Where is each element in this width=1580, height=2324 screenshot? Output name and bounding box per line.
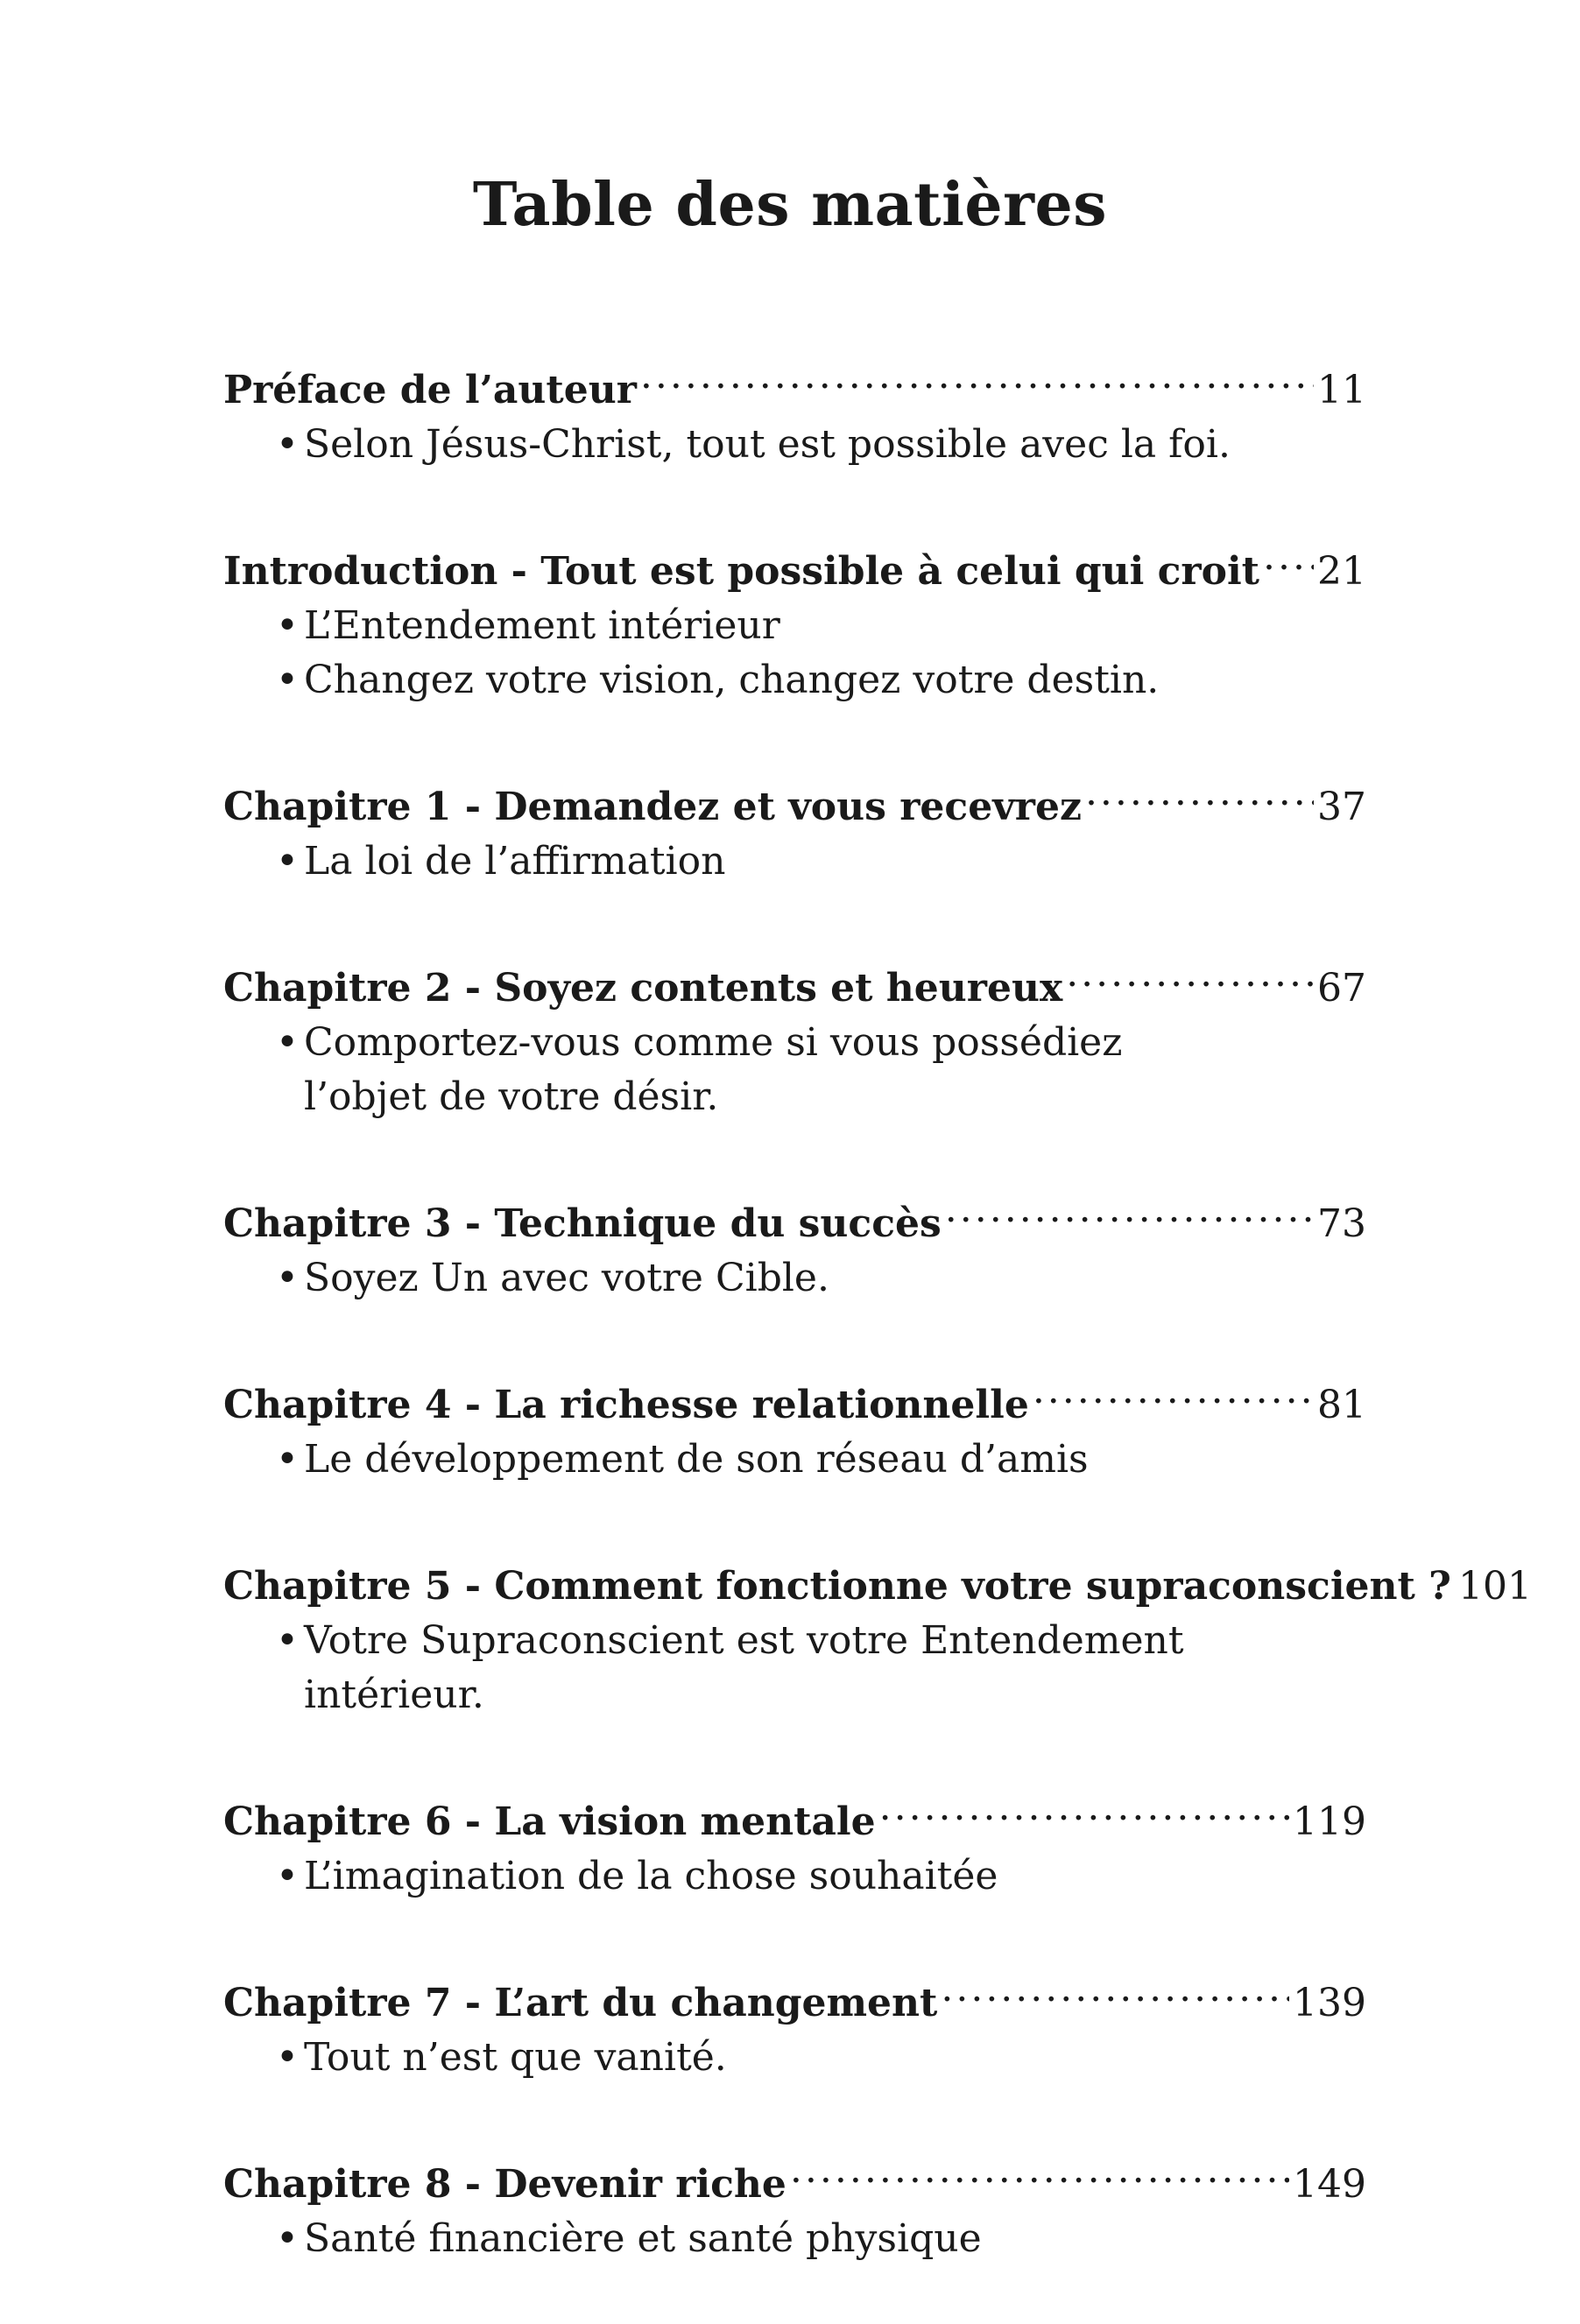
toc-subitem xyxy=(223,1614,1366,1722)
toc-page-number: 11 xyxy=(1317,368,1366,412)
toc-subitem-text: Santé financière et santé physique xyxy=(304,2216,982,2261)
toc-heading[interactable] xyxy=(223,2143,1366,2212)
toc-page-number: 37 xyxy=(1317,785,1366,829)
bullet-icon: • xyxy=(276,422,299,467)
dot-leader xyxy=(941,1961,1289,2016)
toc-subitem xyxy=(223,2212,1366,2266)
toc-heading[interactable] xyxy=(223,1780,1366,1849)
toc-title: Chapitre 5 - Comment fonctionne votre supraconscient ? xyxy=(223,1564,1451,1609)
toc-title: Chapitre 7 - L’art du changement xyxy=(223,1981,938,2025)
dot-leader xyxy=(1085,765,1314,820)
toc-title: Introduction - Tout est possible à celui qui croit xyxy=(223,549,1259,594)
dot-leader xyxy=(879,1780,1289,1835)
toc-heading[interactable] xyxy=(223,349,1366,418)
toc-subitem xyxy=(223,1433,1366,1487)
page-title: Table des matières xyxy=(472,170,1108,240)
dot-leader xyxy=(945,1182,1314,1236)
bullet-icon: • xyxy=(276,2035,299,2080)
toc-entry-chapter-4 xyxy=(223,1363,1366,1487)
toc-entry-chapter-1 xyxy=(223,765,1366,889)
toc-subitem-text: Selon Jésus-Christ, tout est possible avec la foi. xyxy=(304,422,1231,467)
dot-leader xyxy=(1033,1363,1314,1418)
toc-page-number: 139 xyxy=(1293,1981,1366,2025)
toc-subitem-text: Tout n’est que vanité. xyxy=(304,2035,727,2080)
toc-title: Chapitre 1 - Demandez et vous recevrez xyxy=(223,785,1082,829)
toc-subitems xyxy=(223,418,1366,472)
bullet-icon: • xyxy=(276,1437,299,1482)
toc-subitem-text: Le développement de son réseau d’amis xyxy=(304,1437,1089,1482)
toc-subitem-text: L’imagination de la chose souhaitée xyxy=(304,1854,998,1898)
bullet-icon: • xyxy=(276,1256,299,1300)
toc-subitem-text: Comportez-vous comme si vous possédiez l’objet de votre désir. xyxy=(304,1020,1123,1119)
dot-leader xyxy=(1066,947,1314,1001)
toc-subitem-text: Changez votre vision, changez votre destin. xyxy=(304,658,1160,702)
bullet-icon: • xyxy=(276,1020,299,1065)
bullet-icon: • xyxy=(276,658,299,702)
toc-subitems xyxy=(223,1849,1366,1904)
toc-heading[interactable] xyxy=(223,1545,1532,1614)
toc-heading[interactable] xyxy=(223,765,1366,835)
toc-subitems xyxy=(223,1251,1366,1306)
toc-subitems xyxy=(223,835,1366,889)
toc-page-number: 73 xyxy=(1317,1201,1366,1246)
toc-subitem-text: Votre Supraconscient est votre Entendement intérieur. xyxy=(304,1618,1184,1717)
toc-subitem-text: Soyez Un avec votre Cible. xyxy=(304,1256,829,1300)
toc-title: Préface de l’auteur xyxy=(223,368,637,412)
toc-subitems xyxy=(223,599,1366,708)
toc-subitems xyxy=(223,1614,1366,1722)
toc-title: Chapitre 8 - Devenir riche xyxy=(223,2162,786,2207)
toc-subitem-text: L’Entendement intérieur xyxy=(304,603,780,648)
toc-subitems xyxy=(223,1016,1366,1124)
dot-leader xyxy=(640,349,1314,403)
toc-heading[interactable] xyxy=(223,530,1366,599)
toc-entry-chapter-2 xyxy=(223,947,1366,1124)
bullet-icon: • xyxy=(276,1854,299,1898)
toc-entry-chapter-8 xyxy=(223,2143,1366,2266)
toc-title: Chapitre 3 - Technique du succès xyxy=(223,1201,942,1246)
toc-heading[interactable] xyxy=(223,1182,1366,1251)
toc-subitem xyxy=(223,1016,1366,1124)
toc-heading[interactable] xyxy=(223,1363,1366,1433)
toc-subitem xyxy=(223,1251,1366,1306)
toc-title: Chapitre 6 - La vision mentale xyxy=(223,1799,876,1844)
toc-subitems xyxy=(223,2031,1366,2085)
toc-subitem xyxy=(223,418,1366,472)
dot-leader xyxy=(790,2143,1289,2197)
toc-title: Chapitre 2 - Soyez contents et heureux xyxy=(223,966,1063,1011)
bullet-icon: • xyxy=(276,1618,299,1663)
toc-subitem xyxy=(223,653,1366,708)
toc-heading[interactable] xyxy=(223,1961,1366,2031)
toc-page-number: 81 xyxy=(1317,1383,1366,1427)
toc-subitem xyxy=(223,599,1366,653)
toc-page-number: 21 xyxy=(1317,549,1366,594)
toc-subitem xyxy=(223,1849,1366,1904)
toc-entry-chapter-3 xyxy=(223,1182,1366,1306)
toc-page-number: 149 xyxy=(1293,2162,1366,2207)
toc-page-number: 119 xyxy=(1293,1799,1366,1844)
bullet-icon: • xyxy=(276,603,299,648)
toc-entry-chapter-6 xyxy=(223,1780,1366,1904)
toc-subitem-text: La loi de l’affirmation xyxy=(304,839,726,884)
table-of-contents xyxy=(223,349,1532,2324)
toc-subitem xyxy=(223,835,1366,889)
toc-entry-preface xyxy=(223,349,1366,472)
toc-subitems xyxy=(223,1433,1366,1487)
toc-title: Chapitre 4 - La richesse relationnelle xyxy=(223,1383,1029,1427)
toc-page-number: 101 xyxy=(1457,1564,1532,1609)
toc-page-number: 67 xyxy=(1317,966,1366,1011)
toc-entry-introduction xyxy=(223,530,1366,708)
toc-entry-chapter-7 xyxy=(223,1961,1366,2085)
toc-subitem xyxy=(223,2031,1366,2085)
toc-entry-chapter-5 xyxy=(223,1545,1532,1722)
bullet-icon: • xyxy=(276,839,299,884)
toc-subitems xyxy=(223,2212,1366,2266)
bullet-icon: • xyxy=(276,2216,299,2261)
dot-leader xyxy=(1263,530,1314,584)
toc-heading[interactable] xyxy=(223,947,1366,1016)
